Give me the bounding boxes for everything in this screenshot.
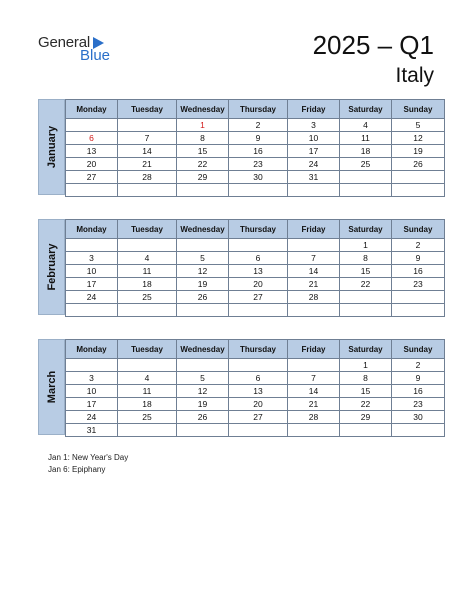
day-cell: 19 — [392, 145, 445, 158]
month-name: March — [45, 370, 58, 404]
week-row — [66, 171, 445, 184]
day-cell: 2 — [392, 239, 445, 252]
month-label — [38, 339, 65, 435]
weekday-header: Tuesday — [118, 220, 177, 239]
weekday-header: Thursday — [229, 100, 288, 119]
weekday-header: Sunday — [392, 340, 445, 359]
day-cell — [229, 424, 288, 437]
week-row — [66, 119, 445, 132]
logo-general-text: General — [38, 34, 90, 51]
day-cell — [66, 359, 118, 372]
weekday-header: Monday — [66, 100, 118, 119]
day-cell: 4 — [118, 372, 177, 385]
day-cell: 14 — [288, 385, 340, 398]
day-cell — [177, 424, 229, 437]
day-cell — [177, 239, 229, 252]
day-cell: 28 — [288, 411, 340, 424]
day-cell: 14 — [288, 265, 340, 278]
day-cell — [229, 239, 288, 252]
holiday-note: Jan 6: Epiphany — [48, 465, 106, 474]
country-name: Italy — [395, 64, 434, 87]
day-cell — [392, 171, 445, 184]
calendar-table — [65, 219, 445, 317]
day-cell — [66, 239, 118, 252]
logo — [38, 34, 118, 64]
day-cell: 16 — [229, 145, 288, 158]
week-row — [66, 359, 445, 372]
month-label — [38, 219, 65, 315]
weekday-header: Monday — [66, 220, 118, 239]
week-row — [66, 424, 445, 437]
day-cell: 21 — [288, 398, 340, 411]
week-row — [66, 411, 445, 424]
day-cell: 27 — [229, 291, 288, 304]
day-cell — [118, 304, 177, 317]
weekday-header: Thursday — [229, 220, 288, 239]
day-cell: 3 — [288, 119, 340, 132]
day-cell: 12 — [177, 385, 229, 398]
day-cell: 13 — [229, 265, 288, 278]
day-cell — [229, 304, 288, 317]
day-cell: 25 — [118, 411, 177, 424]
week-row — [66, 304, 445, 317]
day-cell: 18 — [118, 278, 177, 291]
day-cell: 3 — [66, 372, 118, 385]
week-row — [66, 145, 445, 158]
day-cell: 18 — [118, 398, 177, 411]
day-cell — [177, 184, 229, 197]
day-cell: 18 — [340, 145, 392, 158]
day-cell — [118, 359, 177, 372]
day-cell — [288, 424, 340, 437]
day-cell: 9 — [392, 252, 445, 265]
day-cell: 4 — [118, 252, 177, 265]
day-cell: 8 — [340, 252, 392, 265]
day-cell: 5 — [177, 372, 229, 385]
day-cell — [288, 359, 340, 372]
holiday-note: Jan 1: New Year's Day — [48, 453, 129, 462]
weekday-header: Wednesday — [177, 100, 229, 119]
day-cell: 7 — [118, 132, 177, 145]
day-cell: 11 — [118, 265, 177, 278]
day-cell: 24 — [288, 158, 340, 171]
day-cell: 31 — [66, 424, 118, 437]
day-cell: 5 — [177, 252, 229, 265]
day-cell — [177, 304, 229, 317]
day-cell: 31 — [288, 171, 340, 184]
day-cell — [66, 184, 118, 197]
day-cell: 9 — [392, 372, 445, 385]
weekday-header: Friday — [288, 100, 340, 119]
day-cell: 27 — [66, 171, 118, 184]
day-cell: 17 — [66, 278, 118, 291]
weekday-header: Sunday — [392, 220, 445, 239]
day-cell — [229, 359, 288, 372]
day-cell: 21 — [288, 278, 340, 291]
day-cell — [177, 359, 229, 372]
week-row — [66, 398, 445, 411]
day-cell: 19 — [177, 278, 229, 291]
day-cell — [340, 171, 392, 184]
page-title: 2025 – Q1 — [312, 30, 434, 60]
day-cell: 29 — [340, 411, 392, 424]
day-cell: 23 — [392, 278, 445, 291]
calendar-table — [65, 339, 445, 437]
day-cell: 10 — [288, 132, 340, 145]
day-cell: 29 — [177, 171, 229, 184]
day-cell: 15 — [340, 265, 392, 278]
day-cell — [118, 184, 177, 197]
day-cell — [392, 184, 445, 197]
day-cell — [118, 424, 177, 437]
day-cell: 23 — [392, 398, 445, 411]
weekday-header: Wednesday — [177, 340, 229, 359]
logo-blue-text: Blue — [80, 47, 111, 64]
day-cell — [340, 291, 392, 304]
day-cell: 28 — [288, 291, 340, 304]
weekday-header: Sunday — [392, 100, 445, 119]
day-cell — [66, 119, 118, 132]
day-cell: 2 — [229, 119, 288, 132]
day-cell: 6 — [229, 252, 288, 265]
week-row — [66, 239, 445, 252]
day-cell: 12 — [177, 265, 229, 278]
day-cell: 30 — [229, 171, 288, 184]
weekday-header: Saturday — [340, 340, 392, 359]
day-cell: 16 — [392, 385, 445, 398]
day-cell: 22 — [177, 158, 229, 171]
day-cell: 26 — [177, 291, 229, 304]
day-cell — [229, 184, 288, 197]
week-row — [66, 278, 445, 291]
day-cell — [392, 424, 445, 437]
day-cell: 25 — [340, 158, 392, 171]
weekday-header-row — [66, 340, 445, 359]
month-name: January — [45, 125, 58, 169]
weekday-header: Tuesday — [118, 340, 177, 359]
week-row — [66, 158, 445, 171]
day-cell: 14 — [118, 145, 177, 158]
day-cell — [288, 184, 340, 197]
day-cell: 1 — [340, 359, 392, 372]
day-cell — [340, 184, 392, 197]
day-cell: 24 — [66, 291, 118, 304]
day-cell: 15 — [340, 385, 392, 398]
day-cell: 11 — [340, 132, 392, 145]
month-name: February — [45, 243, 58, 291]
day-cell: 17 — [288, 145, 340, 158]
calendar-table — [65, 99, 445, 197]
day-cell: 22 — [340, 278, 392, 291]
weekday-header: Saturday — [340, 220, 392, 239]
day-cell: 6 — [229, 372, 288, 385]
day-cell: 2 — [392, 359, 445, 372]
weekday-header: Thursday — [229, 340, 288, 359]
day-cell: 7 — [288, 372, 340, 385]
week-row — [66, 372, 445, 385]
day-cell: 13 — [229, 385, 288, 398]
day-cell: 11 — [118, 385, 177, 398]
day-cell: 8 — [340, 372, 392, 385]
day-cell: 25 — [118, 291, 177, 304]
day-cell — [340, 304, 392, 317]
day-cell — [392, 291, 445, 304]
day-cell: 27 — [229, 411, 288, 424]
day-cell — [118, 239, 177, 252]
day-cell: 6 — [66, 132, 118, 145]
day-cell — [66, 304, 118, 317]
week-row — [66, 252, 445, 265]
day-cell: 15 — [177, 145, 229, 158]
day-cell: 20 — [229, 278, 288, 291]
day-cell: 26 — [177, 411, 229, 424]
day-cell: 7 — [288, 252, 340, 265]
day-cell: 19 — [177, 398, 229, 411]
day-cell: 23 — [229, 158, 288, 171]
week-row — [66, 265, 445, 278]
week-row — [66, 184, 445, 197]
weekday-header: Friday — [288, 220, 340, 239]
day-cell — [118, 119, 177, 132]
weekday-header: Friday — [288, 340, 340, 359]
weekday-header-row — [66, 100, 445, 119]
day-cell: 10 — [66, 265, 118, 278]
holiday-notes — [48, 452, 128, 476]
day-cell — [288, 304, 340, 317]
day-cell: 9 — [229, 132, 288, 145]
day-cell: 12 — [392, 132, 445, 145]
day-cell: 22 — [340, 398, 392, 411]
day-cell: 20 — [66, 158, 118, 171]
week-row — [66, 291, 445, 304]
day-cell: 1 — [177, 119, 229, 132]
month-label — [38, 99, 65, 195]
weekday-header: Saturday — [340, 100, 392, 119]
day-cell: 4 — [340, 119, 392, 132]
day-cell: 24 — [66, 411, 118, 424]
day-cell — [392, 304, 445, 317]
day-cell: 1 — [340, 239, 392, 252]
day-cell: 20 — [229, 398, 288, 411]
week-row — [66, 385, 445, 398]
day-cell: 21 — [118, 158, 177, 171]
day-cell: 8 — [177, 132, 229, 145]
day-cell — [340, 424, 392, 437]
day-cell: 5 — [392, 119, 445, 132]
day-cell: 10 — [66, 385, 118, 398]
weekday-header: Monday — [66, 340, 118, 359]
day-cell: 13 — [66, 145, 118, 158]
weekday-header: Wednesday — [177, 220, 229, 239]
day-cell: 26 — [392, 158, 445, 171]
day-cell: 17 — [66, 398, 118, 411]
day-cell: 3 — [66, 252, 118, 265]
weekday-header-row — [66, 220, 445, 239]
day-cell: 30 — [392, 411, 445, 424]
weekday-header: Tuesday — [118, 100, 177, 119]
day-cell: 28 — [118, 171, 177, 184]
day-cell — [288, 239, 340, 252]
week-row — [66, 132, 445, 145]
day-cell: 16 — [392, 265, 445, 278]
